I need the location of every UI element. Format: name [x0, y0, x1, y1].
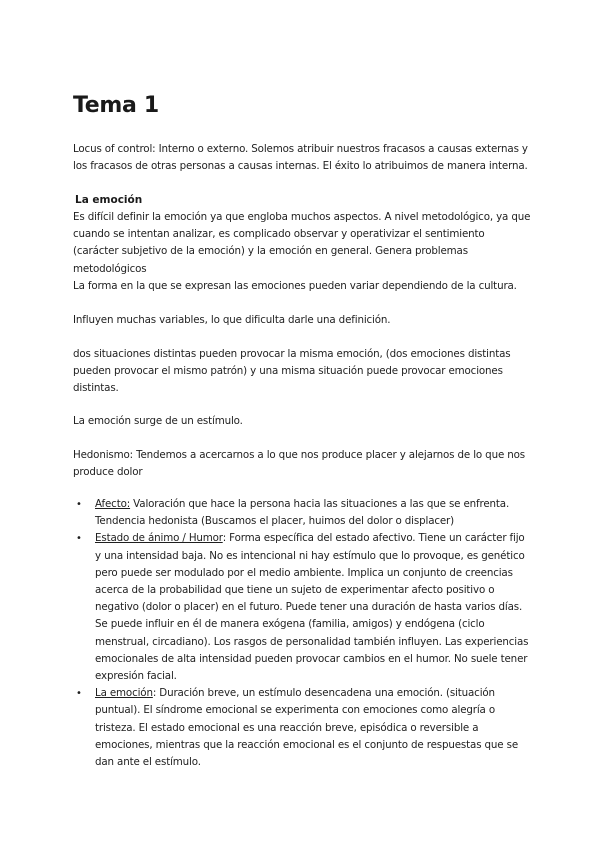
paragraph-variables: Influyen muchas variables, lo que dificulta darle una definición.	[73, 314, 391, 326]
definitions-list	[73, 496, 533, 771]
term-la-emocion: La emoción	[95, 687, 153, 700]
bullet-icon: •	[76, 533, 82, 545]
paragraph-culture: La forma en la que se expresan las emociones pueden variar dependiendo de la cultura.	[73, 280, 517, 292]
paragraph-difficulty: Es difícil definir la emoción ya que engloba muchos aspectos. A nivel metodológico, ya que cuando se intentan analizar, es complicado observar y operativizar el sentimiento (carácter subjetivo de la emoción) y la emoción en general. Genera problemas metodológicos	[73, 211, 531, 275]
definition-estado-de-animo: : Forma específica del estado afectivo. Tiene un carácter fijo y una intensidad baja. No es intencional ni hay estímulo que lo provoque, es genético pero puede ser modulado por el medio ambiente. Implica un conjunto de creencias acerca de la probabilidad que tiene un sujeto de experimentar afecto positivo o negativo (dolor o placer) en el futuro. Puede tener una duración de hasta varios días. Se puede influir en él de manera exógena (familia, amigos) y endógena (ciclo menstrual, circadiano). Los rasgos de personalidad también influyen. Las experiencias emocionales de alta intensidad pueden provocar cambios en el humor. No suele tener expresión facial.	[95, 532, 529, 683]
paragraph-situations: dos situaciones distintas pueden provocar la misma emoción, (dos emociones distintas pueden provocar el mismo patrón) y una misma situación puede provocar emociones distintas.	[73, 348, 511, 395]
list-item-la-emocion	[73, 685, 533, 771]
term-estado-de-animo: Estado de ánimo / Humor	[95, 532, 223, 545]
page-title: Tema 1	[73, 93, 159, 118]
section-heading: La emoción	[75, 194, 143, 206]
intro-paragraph: Locus of control: Interno o externo. Solemos atribuir nuestros fracasos a causas externas y los fracasos de otras personas a causas internas. El éxito lo atribuimos de manera interna.	[73, 143, 528, 173]
list-item-afecto	[73, 496, 533, 530]
term-afecto: Afecto:	[95, 498, 131, 510]
bullet-icon: •	[76, 499, 82, 510]
definition-afecto: Valoración que hace la persona hacia las situaciones a las que se enfrenta. Tendencia hedonista (Buscamos el placer, huimos del dolor o displacer)	[95, 498, 510, 528]
paragraph-stimulus: La emoción surge de un estímulo.	[73, 415, 243, 427]
paragraph-hedonism: Hedonismo: Tendemos a acercarnos a lo que nos produce placer y alejarnos de lo que nos produce dolor	[73, 449, 525, 479]
definition-la-emocion: : Duración breve, un estímulo desencadena una emoción. (situación puntual). El síndrome emocional se experimenta con emociones como alegría o tristeza. El estado emocional es una reacción breve, episódica o reversible a emociones, mientras que la reacción emocional es el conjunto de respuestas que se dan ante el estímulo.	[95, 687, 519, 769]
list-item-estado-de-animo	[73, 530, 533, 685]
bullet-icon: •	[76, 688, 82, 700]
